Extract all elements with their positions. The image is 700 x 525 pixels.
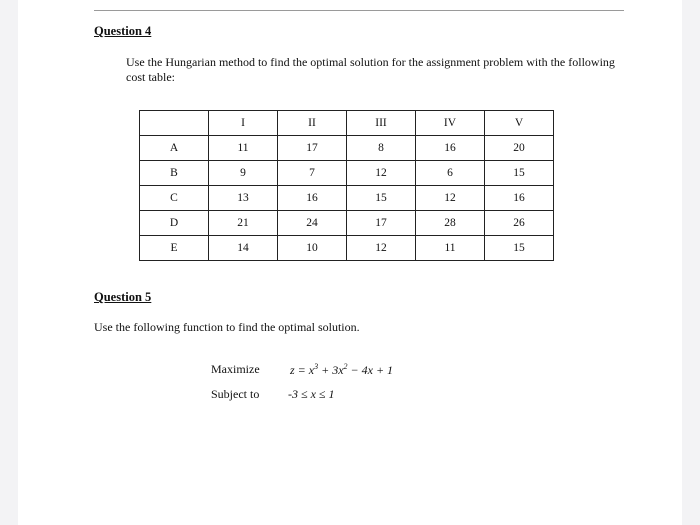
top-divider (94, 10, 624, 11)
table-row (140, 136, 554, 161)
table-cell: 6 (416, 161, 485, 186)
table-cell: 26 (485, 211, 554, 236)
column-header: IV (416, 111, 485, 136)
table-cell: 21 (209, 211, 278, 236)
table-cell: 12 (347, 236, 416, 261)
document-page (18, 0, 682, 525)
column-header: III (347, 111, 416, 136)
constraint: -3 ≤ x ≤ 1 (288, 387, 335, 401)
table-cell: 13 (209, 186, 278, 211)
row-label: D (140, 211, 209, 236)
table-cell: 9 (209, 161, 278, 186)
table-cell: 14 (209, 236, 278, 261)
table-cell: 15 (485, 161, 554, 186)
table-cell: 7 (278, 161, 347, 186)
table-cell: 8 (347, 136, 416, 161)
objective-exponent-cubic: 3 (314, 362, 319, 371)
table-cell: 15 (485, 236, 554, 261)
objective-remaining-terms: − 4x + 1 (347, 363, 394, 377)
maximize-label: Maximize (211, 362, 260, 376)
table-cell: 24 (278, 211, 347, 236)
table-corner-cell (140, 111, 209, 136)
table-cell: 15 (347, 186, 416, 211)
table-cell: 11 (416, 236, 485, 261)
table-row (140, 161, 554, 186)
objective-quadratic-term: + 3x (318, 363, 344, 377)
objective-function (290, 362, 393, 378)
column-header: V (485, 111, 554, 136)
table-cell: 10 (278, 236, 347, 261)
question-5-prompt: Use the following function to find the optimal solution. (94, 320, 360, 334)
column-header: I (209, 111, 278, 136)
table-cell: 12 (347, 161, 416, 186)
table-cell: 12 (416, 186, 485, 211)
table-cell: 16 (485, 186, 554, 211)
table-cell: 11 (209, 136, 278, 161)
table-row (140, 211, 554, 236)
column-header: II (278, 111, 347, 136)
objective-lhs: z = x (290, 363, 315, 377)
table-cell: 16 (416, 136, 485, 161)
subject-to-label: Subject to (211, 387, 260, 401)
objective-exponent-square: 2 (343, 362, 348, 371)
table-cell: 17 (347, 211, 416, 236)
row-label: A (140, 136, 209, 161)
table-row (140, 236, 554, 261)
question-5-heading: Question 5 (94, 290, 152, 304)
row-label: C (140, 186, 209, 211)
table-header-row (140, 111, 554, 136)
row-label: E (140, 236, 209, 261)
table-cell: 17 (278, 136, 347, 161)
question-4-prompt: Use the Hungarian method to find the optimal solution for the assignment problem with the following cost table: (126, 55, 615, 84)
question-4-heading: Question 4 (94, 24, 152, 38)
table-cell: 20 (485, 136, 554, 161)
table-row (140, 186, 554, 211)
table-cell: 16 (278, 186, 347, 211)
row-label: B (140, 161, 209, 186)
table-cell: 28 (416, 211, 485, 236)
cost-table (139, 110, 554, 261)
